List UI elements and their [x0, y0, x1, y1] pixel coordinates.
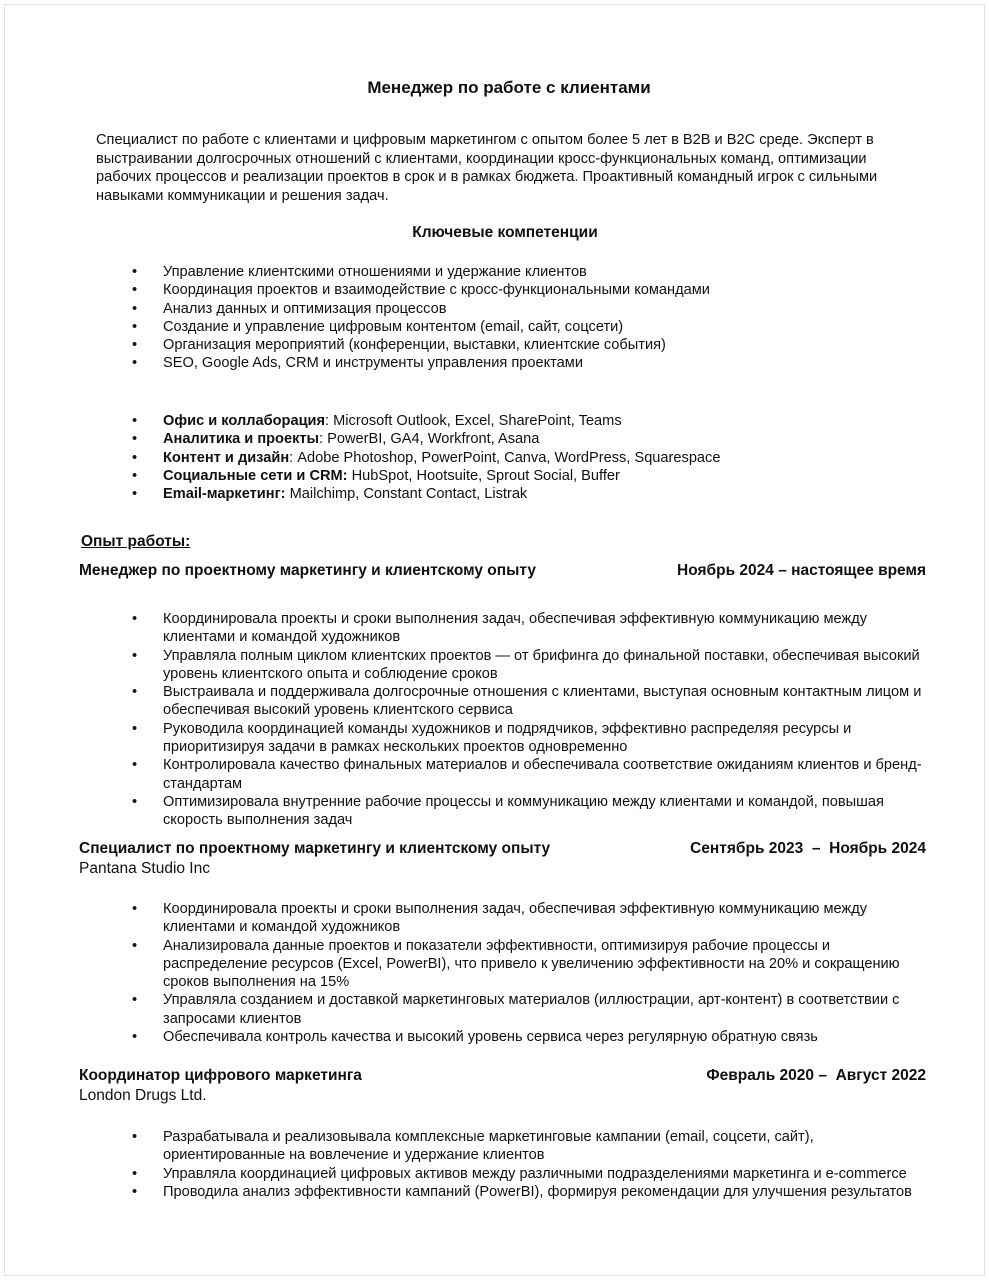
tool-category-label: Социальные сети и CRM: — [163, 467, 348, 484]
tool-category-label: Email-маркетинг: — [163, 486, 286, 503]
tools-list — [0, 412, 720, 503]
list-item: • Проводила анализ эффективности кампаний (PowerBI), формируя рекомендации для улучшения результатов — [132, 1183, 912, 1200]
tool-category-label: Аналитика и проекты — [163, 431, 320, 448]
job-bullets — [0, 1128, 923, 1201]
list-item: • Анализировала данные проектов и показатели эффективности, оптимизируя рабочие процессы и распределение ресурсов (Excel, PowerBI), что привело к увеличению эффективности на 20% и сокращению сроков выполнения на 15% — [132, 937, 900, 991]
list-item: • Выстраивала и поддерживала долгосрочные отношения с клиентами, выступая основным контактным лицом и обеспечивая высокий уровень клиентского сервиса — [132, 684, 922, 719]
job-title: Координатор цифрового маркетинга — [79, 1067, 362, 1084]
job-dates: Ноябрь 2024 – настоящее время — [677, 562, 926, 579]
competencies-heading: Ключевые компетенции — [412, 224, 598, 241]
list-item: • Управление клиентскими отношениями и удержание клиентов — [132, 264, 587, 280]
list-item: • Социальные сети и CRM: HubSpot, Hootsuite, Sprout Social, Buffer — [132, 467, 620, 484]
professional-summary: Специалист по работе с клиентами и цифровым маркетингом с опытом более 5 лет в B2B и B2C среде. Эксперт в выстраивании долгосрочных отношений с клиентами, координации кросс-функциональных команд, оптимизации рабочих процессов и реализации проектов в срок и в рамках бюджета. Проактивный командный игрок с сильными навыками коммуникации и решения задач. — [96, 132, 878, 204]
job-title: Менеджер по проектному маркетингу и клиентскому опыту — [79, 562, 536, 579]
job-title: Специалист по проектному маркетингу и клиентскому опыту — [79, 840, 551, 857]
list-item: • Обеспечивала контроль качества и высокий уровень сервиса через регулярную обратную связь — [132, 1029, 818, 1046]
list-item: • Управляла координацией цифровых активов между различными подразделениями маркетинга и e-commerce — [132, 1165, 907, 1182]
tool-category-label: Офис и коллаборация — [163, 413, 326, 429]
company-name: Pantana Studio Inc — [79, 860, 210, 877]
job-bullets — [0, 900, 923, 1046]
list-item: • Офис и коллаборация: Microsoft Outlook, Excel, SharePoint, Teams — [132, 413, 622, 429]
list-item: • Анализ данных и оптимизация процессов — [132, 300, 447, 317]
company-name: London Drugs Ltd. — [79, 1087, 207, 1104]
list-item: • SEO, Google Ads, CRM и инструменты управления проектами — [132, 355, 583, 372]
experience-heading: Опыт работы: — [81, 533, 191, 550]
list-item: • Email-маркетинг: Mailchimp, Constant Contact, Listrak — [132, 486, 528, 503]
list-item: • Управляла созданием и доставкой маркетинговых материалов (иллюстрации, арт-контент) в соответствии с запросами клиентов — [132, 992, 900, 1027]
list-item: • Координировала проекты и сроки выполнения задач, обеспечивая эффективную коммуникацию между клиентами и командой художников — [132, 611, 868, 646]
list-item: • Координировала проекты и сроки выполнения задач, обеспечивая эффективную коммуникацию между клиентами и командой художников — [132, 901, 868, 936]
job-bullets — [0, 610, 923, 830]
list-item: • Аналитика и проекты: PowerBI, GA4, Workfront, Asana — [132, 431, 540, 448]
list-item: • Руководила координацией команды художников и подрядчиков, эффективно распределяя ресурсы и приоритизируя задачи в рамках нескольких проектов одновременно — [132, 720, 852, 756]
job-dates: Февраль 2020 – Август 2022 — [706, 1067, 926, 1084]
list-item: • Разрабатывала и реализовывала комплексные маркетинговые кампании (email, соцсети, сайт), ориентированные на вовлечение и удержание клиентов — [132, 1129, 814, 1164]
competencies-list — [0, 263, 710, 373]
list-item: • Организация мероприятий (конференции, выставки, клиентские события) — [132, 337, 666, 354]
list-item: • Создание и управление цифровым контентом (email, сайт, соцсети) — [132, 318, 624, 335]
list-item: • Координация проектов и взаимодействие с кросс-функциональными командами — [132, 282, 710, 299]
list-item: • Контролировала качество финальных материалов и обеспечивала соответствие ожиданиям клиентов и бренд-стандартам — [132, 757, 922, 792]
job-dates: Сентябрь 2023 – Ноябрь 2024 — [690, 840, 926, 857]
list-item: • Управляла полным циклом клиентских проектов — от брифинга до финальной поставки, обеспечивая высокий уровень клиентского опыта и соблюдение сроков — [132, 647, 920, 682]
resume-title: Менеджер по работе с клиентами — [367, 78, 651, 97]
list-item: • Оптимизировала внутренние рабочие процессы и коммуникацию между клиентами и командой, повышая скорость выполнения задач — [132, 793, 884, 829]
tool-category-label: Контент и дизайн — [163, 449, 290, 466]
list-item: • Контент и дизайн: Adobe Photoshop, PowerPoint, Canva, WordPress, Squarespace — [132, 449, 721, 466]
